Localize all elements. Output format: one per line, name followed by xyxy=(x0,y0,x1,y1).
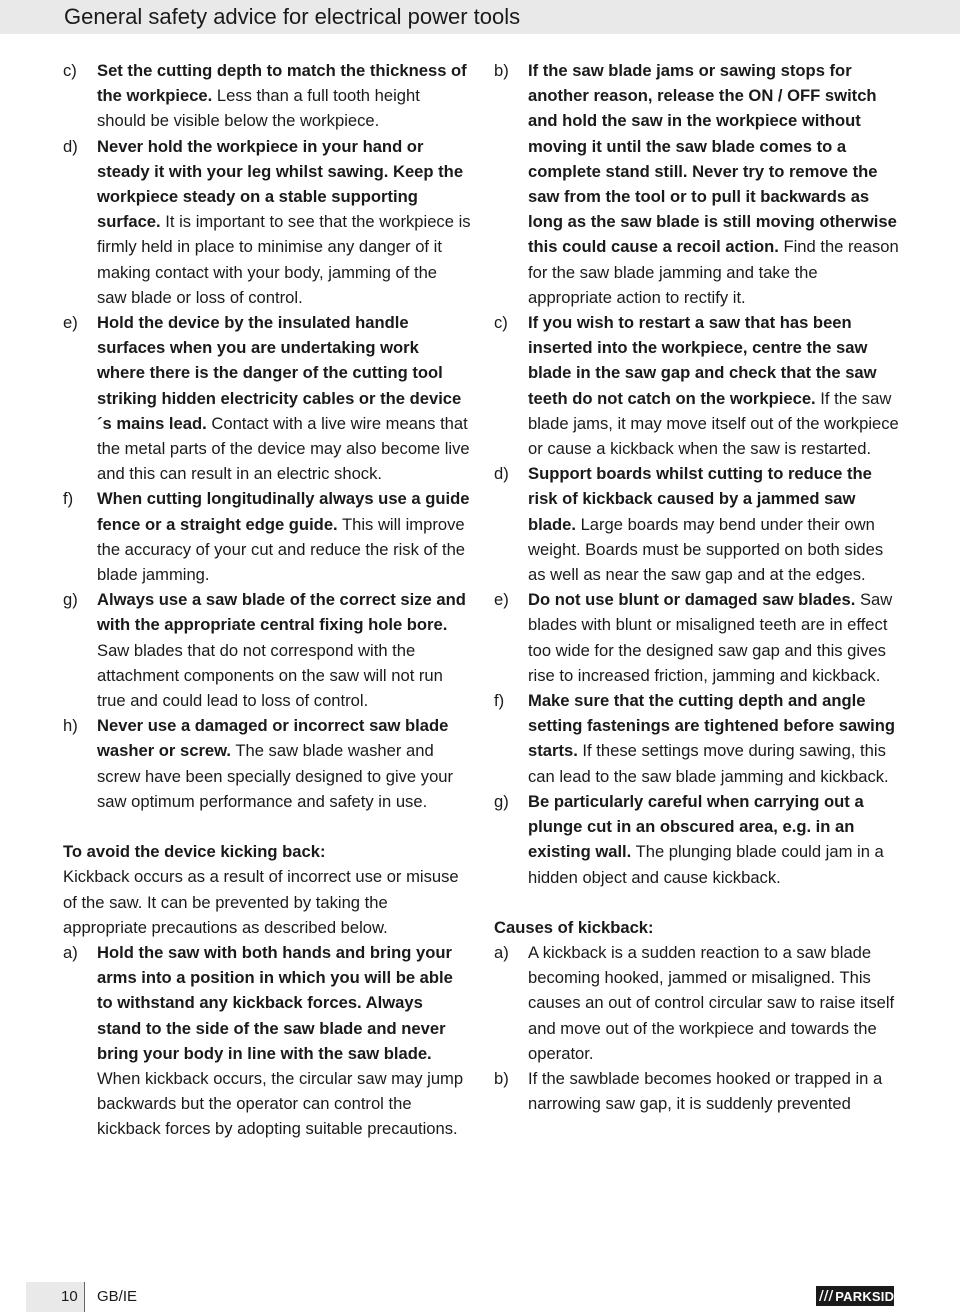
parkside-logo xyxy=(816,1286,904,1306)
footer-divider xyxy=(84,1282,85,1312)
item-bold-text: Do not use blunt or damaged saw blades. xyxy=(528,590,856,610)
list-item xyxy=(63,310,471,486)
page-header xyxy=(0,0,960,34)
logo-slashes-icon: /// xyxy=(819,1288,834,1304)
left-column xyxy=(63,58,471,1142)
list-item xyxy=(494,587,904,688)
right-items xyxy=(494,58,904,890)
page-title: General safety advice for electrical power tools xyxy=(64,4,521,29)
item-bold-text: If you wish to restart a saw that has been inserted into the workpiece, centre the saw blade in the saw gap and check that the saw teeth do not catch on the workpiece. xyxy=(528,313,877,408)
item-text: If the saw blade jams, it may move itself out of the workpiece or cause a kickback when the saw is restarted. xyxy=(528,388,899,459)
item-text: Large boards may bend under their own weight. Boards must be supported on both sides as well as near the saw gap and at the edges. xyxy=(528,514,884,585)
item-bold-text: When cutting longitudinally always use a guide fence or a straight edge guide. xyxy=(97,489,470,534)
left-items xyxy=(63,58,471,814)
item-marker: c) xyxy=(63,61,77,80)
item-text: If these settings move during sawing, this can lead to the saw blade jamming and kickback. xyxy=(528,741,889,786)
item-text: Find the reason for the saw blade jamming and take the appropriate action to rectify it. xyxy=(528,237,899,307)
item-marker: a) xyxy=(494,942,509,962)
list-item xyxy=(494,789,904,890)
list-item xyxy=(494,688,904,789)
list-item xyxy=(494,461,904,587)
list-item xyxy=(494,940,904,1066)
item-text: The saw blade washer and screw have been specially designed to give your saw optimum performance and safety in use. xyxy=(97,741,454,811)
right-column xyxy=(494,58,904,1116)
logo-text: PARKSIDE xyxy=(835,1288,904,1304)
item-bold-text: Set the cutting depth to match the thickness of the workpiece. xyxy=(97,61,467,106)
item-marker: f) xyxy=(63,489,74,509)
causes-heading: Causes of kickback: xyxy=(494,917,654,937)
list-item xyxy=(494,310,904,461)
item-text: Saw blades with blunt or misaligned teeth are in effect too wide for the designed saw gap and this gives rise to increased friction, jamming and kickback. xyxy=(528,590,893,685)
spacer xyxy=(63,814,471,839)
item-marker: a) xyxy=(63,942,78,962)
item-marker: d) xyxy=(63,136,78,156)
item-text: If the sawblade becomes hooked or trapped in a narrowing saw gap, it is suddenly prevented xyxy=(528,1068,883,1114)
item-marker: g) xyxy=(494,791,509,811)
item-marker: b) xyxy=(494,1068,509,1088)
page-number: 10 xyxy=(61,1288,78,1305)
item-bold-text: Support boards whilst cutting to reduce the risk of kickback caused by a jammed saw blade. xyxy=(528,464,872,534)
item-text: Less than a full tooth height should be visible below the workpiece. xyxy=(97,86,420,131)
item-bold-text: Hold the saw with both hands and bring your arms into a position in which you will be able to withstand any kickback forces. Always stand to the side of the saw blade and never bring your body in line with the saw blade. xyxy=(97,942,453,1063)
item-bold-text: Never hold the workpiece in your hand or steady it with your leg whilst sawing. Keep the workpiece steady on a stable supporting surface. xyxy=(97,136,464,232)
item-marker: g) xyxy=(63,590,78,610)
list-item xyxy=(63,940,471,1142)
item-text: When kickback occurs, the circular saw may jump backwards but the operator can control the kickback forces by adopting suitable precautions. xyxy=(97,1068,464,1139)
item-bold-text: Hold the device by the insulated handle surfaces when you are undertaking work where there is the danger of the cutting tool striking hidden electricity cables or the device´s mains lead. xyxy=(97,313,462,433)
page-footer xyxy=(0,1282,960,1312)
item-marker: d) xyxy=(494,464,509,484)
list-item xyxy=(63,134,471,310)
list-item xyxy=(494,58,904,310)
item-marker: h) xyxy=(63,716,78,736)
list-item xyxy=(63,713,471,814)
item-bold-text: Make sure that the cutting depth and angle setting fastenings are tightened before sawing starts. xyxy=(528,691,895,761)
item-bold-text: Be particularly careful when carrying out a plunge cut in an obscured area, e.g. in an existing wall. xyxy=(528,791,864,862)
item-marker: e) xyxy=(494,590,509,610)
item-text: This will improve the accuracy of your cut and reduce the risk of the blade jamming. xyxy=(97,514,466,585)
list-item xyxy=(494,1066,904,1116)
item-marker: e) xyxy=(63,313,78,333)
item-text: It is important to see that the workpiece is firmly held in place to minimise any danger of it making contact with your body, jamming of the saw blade or loss of control. xyxy=(97,212,471,307)
language-code: GB/IE xyxy=(97,1288,138,1305)
list-item xyxy=(63,587,471,713)
item-marker: f) xyxy=(494,691,505,711)
item-text: A kickback is a sudden reaction to a saw blade becoming hooked, jammed or misaligned. This causes an out of control circular saw to raise itself and move out of the workpiece and towards the operator. xyxy=(528,942,895,1063)
item-bold-text: Always use a saw blade of the correct size and with the appropriate central fixing hole bore. xyxy=(97,590,466,635)
list-item xyxy=(63,486,471,587)
list-item xyxy=(63,58,471,134)
kickback-heading: To avoid the device kicking back: xyxy=(63,842,326,862)
item-text: Contact with a live wire means that the metal parts of the device may also become live and this can result in an electric shock. xyxy=(97,413,470,484)
kickback-intro: Kickback occurs as a result of incorrect use or misuse of the saw. It can be prevented by taking the appropriate precautions as described below. xyxy=(63,867,459,937)
item-text: The plunging blade could jam in a hidden object and cause kickback. xyxy=(528,842,884,887)
item-bold-text: If the saw blade jams or sawing stops for another reason, release the ON / OFF switch and hold the saw in the workpiece without moving it until the saw blade comes to a complete stand still. Never try to remove the saw from the tool or to pull it backwards as long as the saw blade is still moving otherwise this could cause a recoil action. xyxy=(528,61,897,257)
spacer xyxy=(494,890,904,915)
item-marker: b) xyxy=(494,61,509,80)
item-text: Saw blades that do not correspond with the attachment components on the saw will not run true and could lead to loss of control. xyxy=(97,640,443,711)
item-bold-text: Never use a damaged or incorrect saw blade washer or screw. xyxy=(97,716,449,761)
item-marker: c) xyxy=(494,313,508,333)
